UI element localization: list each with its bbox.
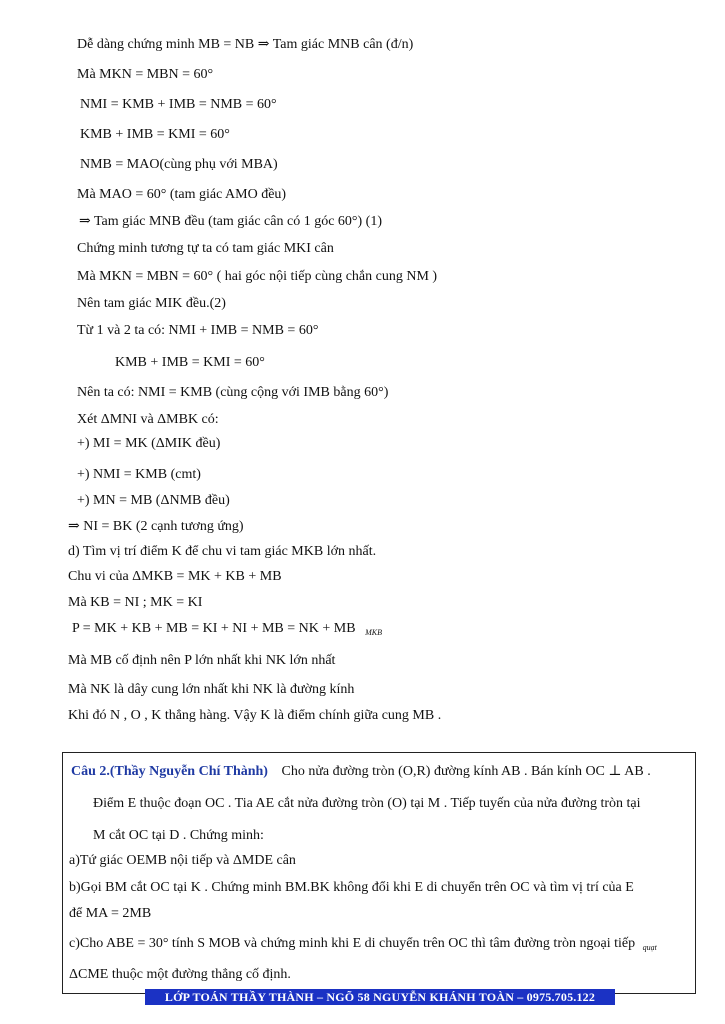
proof-line-12: KMB + IMB = KMI = 60° bbox=[115, 355, 265, 370]
proof-line-17: +) MN = MB (ΔNMB đều) bbox=[77, 493, 230, 508]
proof-line-14: Xét ΔMNI và ΔMBK có: bbox=[77, 412, 219, 427]
question-line-3: M cắt OC tại D . Chứng minh: bbox=[93, 828, 264, 843]
proof-line-21: Mà KB = NI ; MK = KI bbox=[68, 595, 203, 610]
part-d-heading: d) Tìm vị trí điểm K để chu vi tam giác MKB lớn nhất. bbox=[68, 544, 377, 559]
perimeter-subscript: MKB bbox=[365, 628, 382, 637]
proof-line-6: Mà MAO = 60° (tam giác AMO đều) bbox=[77, 187, 287, 202]
proof-line-24: Mà NK là dây cung lớn nhất khi NK là đường kính bbox=[68, 682, 355, 697]
proof-line-18: ⇒ NI = BK (2 cạnh tương ứng) bbox=[68, 519, 244, 534]
proof-line-11: Từ 1 và 2 ta có: NMI + IMB = NMB = 60° bbox=[77, 323, 319, 338]
question-part-a: a)Tứ giác OEMB nội tiếp và ΔMDE cân bbox=[69, 853, 296, 868]
proof-line-8: Chứng minh tương tự ta có tam giác MKI cân bbox=[77, 241, 334, 256]
sector-subscript: quạt bbox=[642, 943, 657, 952]
proof-line-7: ⇒ Tam giác MNB đều (tam giác cân có 1 góc 60°) (1) bbox=[79, 214, 382, 229]
proof-line-25: Khi đó N , O , K thẳng hàng. Vậy K là điểm chính giữa cung MB . bbox=[68, 708, 442, 723]
proof-line-23: Mà MB cố định nên P lớn nhất khi NK lớn nhất bbox=[68, 653, 336, 668]
question-part-c-cont: ΔCME thuộc một đường thẳng cố định. bbox=[69, 967, 291, 982]
question-part-c-text: c)Cho ABE = 30° tính S MOB và chứng minh khi E di chuyển trên OC thì tâm đường tròn ngoại tiếp bbox=[69, 936, 636, 951]
proof-line-3: NMI = KMB + IMB = NMB = 60° bbox=[80, 97, 277, 112]
perimeter-formula-text: P = MK + KB + MB = KI + NI + MB = NK + MB bbox=[72, 621, 356, 636]
proof-line-16: +) NMI = KMB (cmt) bbox=[77, 467, 201, 482]
proof-line-1: Dễ dàng chứng minh MB = NB ⇒ Tam giác MNB cân (đ/n) bbox=[77, 37, 414, 52]
proof-line-2: Mà MKN = MBN = 60° bbox=[77, 67, 214, 82]
question-box bbox=[62, 752, 696, 994]
question-first-line bbox=[71, 763, 651, 781]
proof-line-10: Nên tam giác MIK đều.(2) bbox=[77, 296, 226, 311]
proof-line-20: Chu vi của ΔMKB = MK + KB + MB bbox=[68, 569, 282, 584]
proof-line-4: KMB + IMB = KMI = 60° bbox=[80, 127, 230, 142]
proof-line-13: Nên ta có: NMI = KMB (cùng cộng với IMB bằng 60°) bbox=[77, 385, 389, 400]
proof-line-9: Mà MKN = MBN = 60° ( hai góc nội tiếp cùng chắn cung NM ) bbox=[77, 269, 438, 284]
question-part-b-cont: để MA = 2MB bbox=[69, 906, 152, 921]
question-title: Câu 2.(Thầy Nguyễn Chí Thành) bbox=[71, 764, 268, 779]
question-line-2: Điểm E thuộc đoạn OC . Tia AE cắt nửa đường tròn (O) tại M . Tiếp tuyến của nửa đường tròn tại bbox=[93, 796, 641, 811]
footer-banner: LỚP TOÁN THẦY THÀNH – NGÕ 58 NGUYỄN KHÁNH TOÀN – 0975.705.122 bbox=[145, 989, 615, 1005]
proof-line-15: +) MI = MK (ΔMIK đều) bbox=[77, 436, 221, 451]
perimeter-formula bbox=[72, 620, 382, 642]
question-part-b: b)Gọi BM cắt OC tại K . Chứng minh BM.BK không đổi khi E di chuyển trên OC và tìm vị trí của E bbox=[69, 880, 634, 895]
question-line-1: Cho nửa đường tròn (O,R) đường kính AB . Bán kính OC ⊥ AB . bbox=[281, 764, 651, 779]
proof-line-5: NMB = MAO(cùng phụ với MBA) bbox=[80, 157, 278, 172]
question-part-c bbox=[69, 935, 657, 957]
